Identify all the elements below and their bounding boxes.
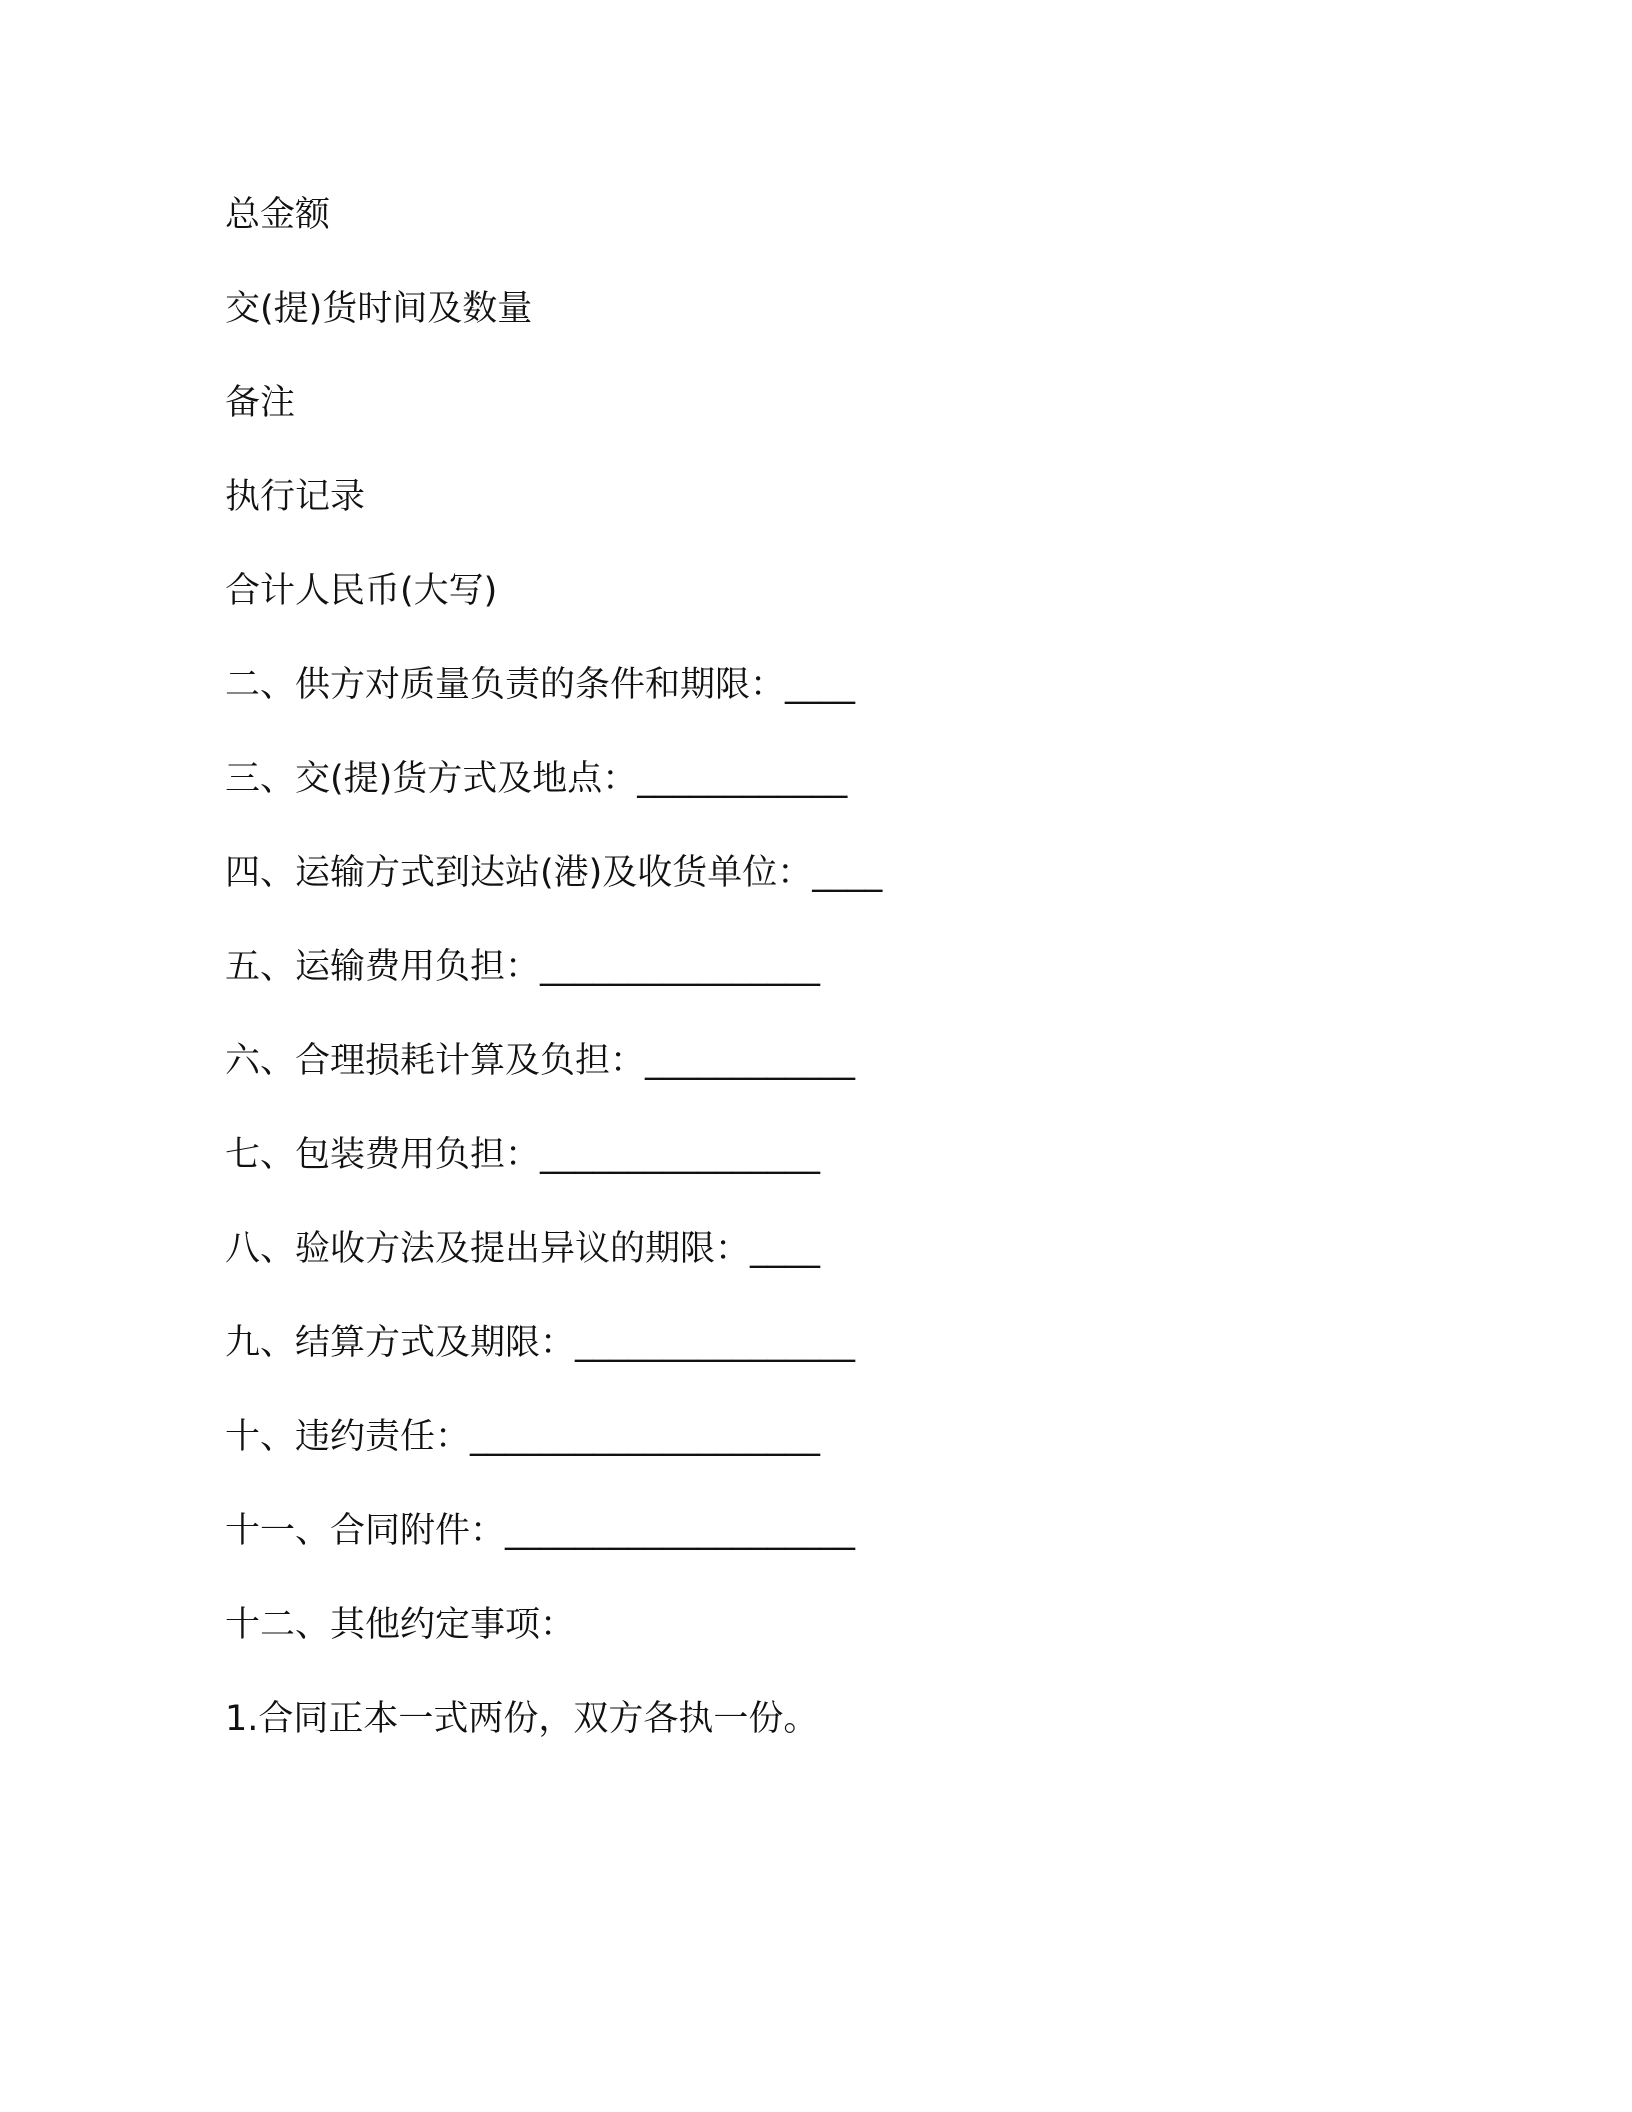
clause-5-transport-cost: 五、运输费用负担：________________ bbox=[225, 947, 821, 987]
field-execution-record: 执行记录 bbox=[225, 477, 366, 517]
clause-12-item-1: 1.合同正本一式两份，双方各执一份。 bbox=[225, 1699, 819, 1739]
clause-2-quality-responsibility: 二、供方对质量负责的条件和期限：____ bbox=[225, 665, 856, 705]
clause-7-packaging-cost: 七、包装费用负担：________________ bbox=[225, 1135, 821, 1175]
field-total-amount: 总金额 bbox=[225, 195, 331, 235]
clause-9-settlement: 九、结算方式及期限：________________ bbox=[225, 1323, 856, 1363]
clause-4-transport-destination: 四、运输方式到达站(港)及收货单位：____ bbox=[225, 853, 883, 893]
clause-12-other-matters: 十二、其他约定事项： bbox=[225, 1605, 576, 1645]
clause-6-loss-calculation: 六、合理损耗计算及负担：____________ bbox=[225, 1041, 856, 1081]
clause-10-liability: 十、违约责任：____________________ bbox=[225, 1417, 821, 1457]
field-total-rmb-uppercase: 合计人民币(大写) bbox=[225, 571, 498, 611]
field-delivery-time-quantity: 交(提)货时间及数量 bbox=[225, 289, 533, 329]
clause-8-inspection-objection: 八、验收方法及提出异议的期限：____ bbox=[225, 1229, 821, 1269]
document-body bbox=[225, 190, 1475, 1788]
clause-11-attachments: 十一、合同附件：____________________ bbox=[225, 1511, 856, 1551]
field-remarks: 备注 bbox=[225, 383, 296, 423]
clause-3-delivery-method-location: 三、交(提)货方式及地点：____________ bbox=[225, 759, 848, 799]
